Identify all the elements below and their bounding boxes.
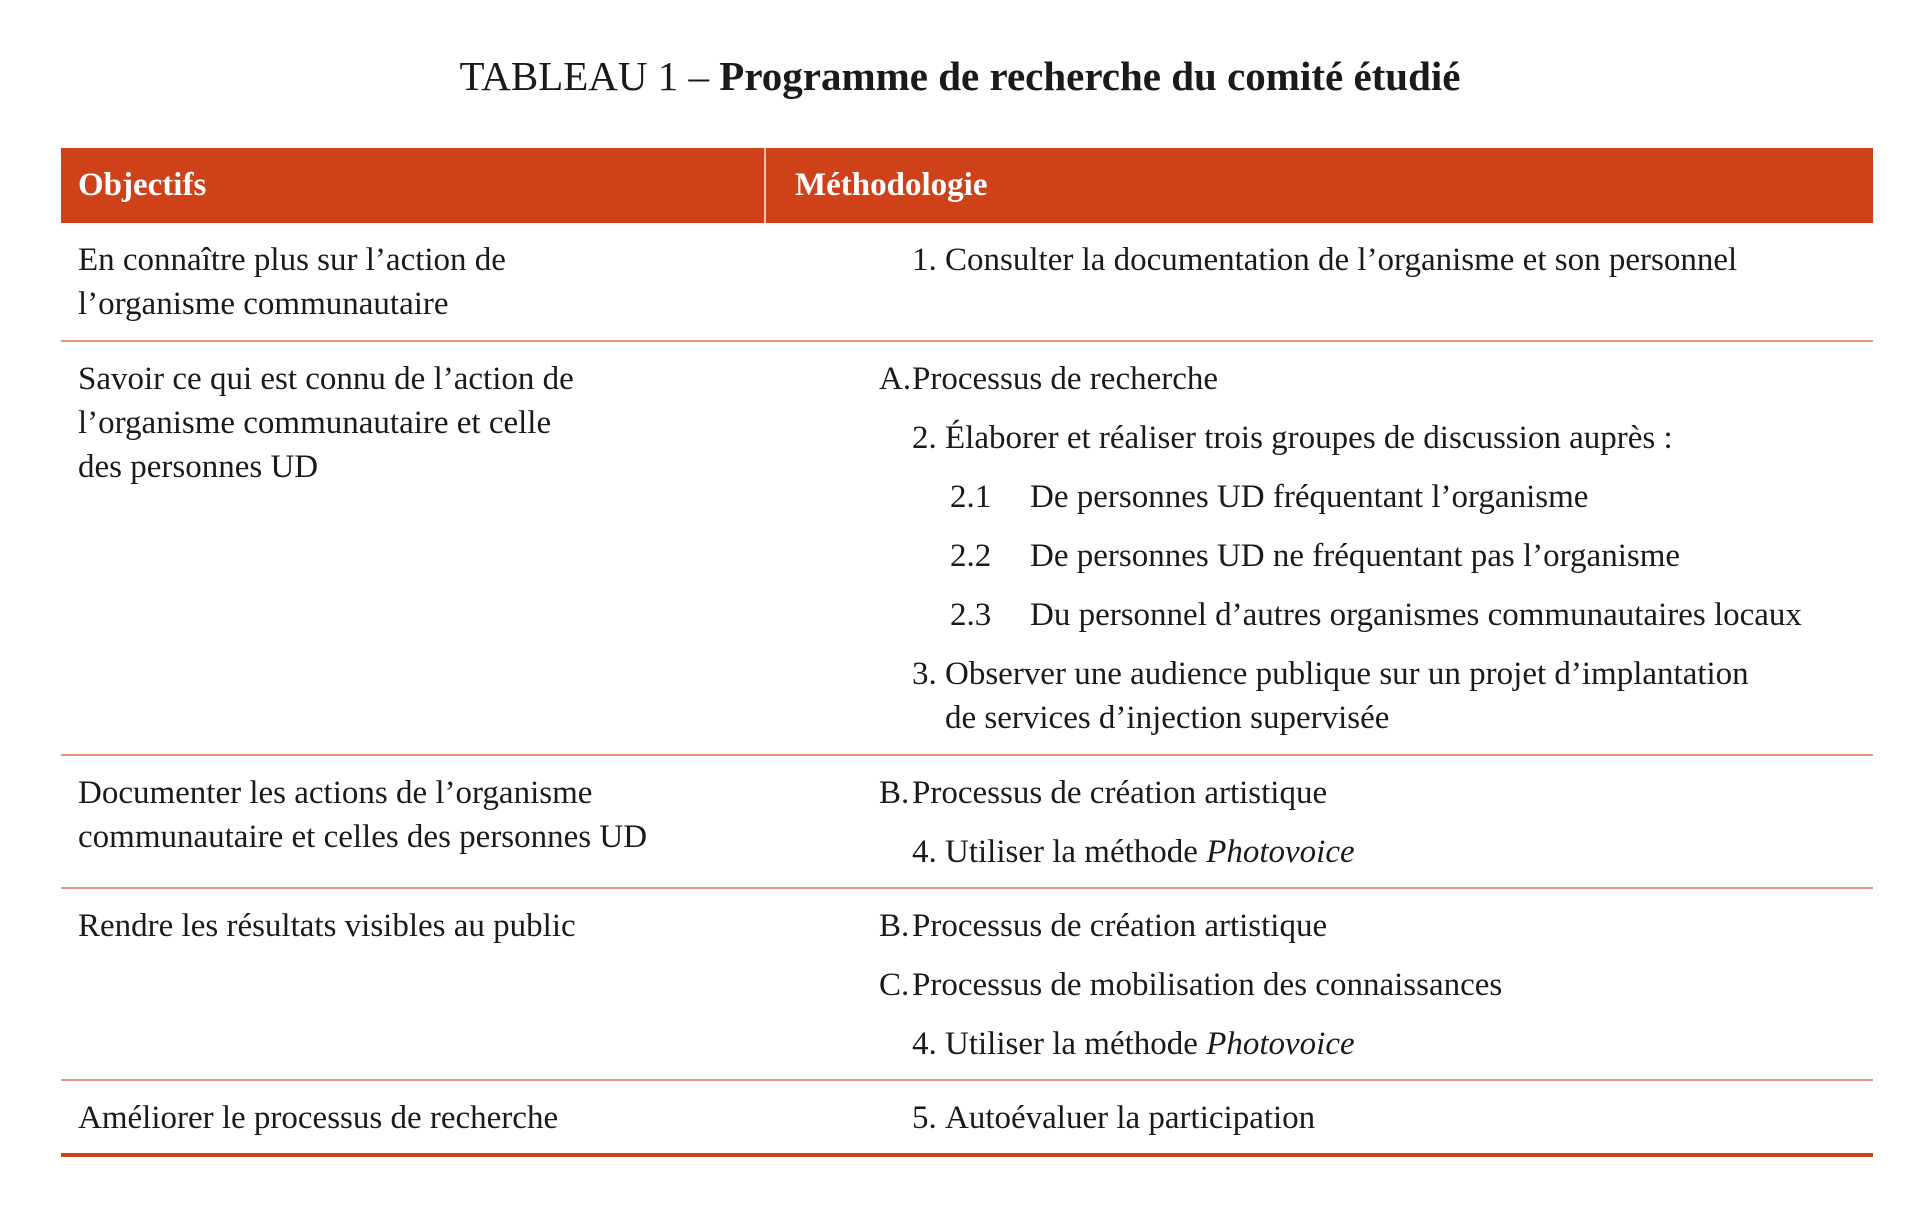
- item-number: 4.: [912, 1026, 937, 1062]
- table-row: [61, 1081, 1873, 1157]
- section-label: B.: [879, 775, 910, 811]
- item-text: Observer une audience publique sur un projet d’implantation: [945, 656, 1749, 692]
- item-text: Élaborer et réaliser trois groupes de discussion auprès :: [945, 420, 1673, 456]
- header-methodologie: Méthodologie: [795, 167, 988, 203]
- subitem-number: 2.1: [950, 479, 992, 515]
- item-text: Consulter la documentation de l’organisme et son personnel: [945, 242, 1738, 278]
- subitem-text: De personnes UD ne fréquentant pas l’organisme: [1030, 538, 1681, 574]
- methodologie-cell: [766, 889, 1873, 1079]
- header-objectifs: Objectifs: [61, 148, 766, 223]
- item-number: 2.: [912, 420, 937, 456]
- objectif-cell: [61, 889, 766, 1079]
- objectif-cell: [61, 1081, 766, 1153]
- item-text-plain: Utiliser la méthode: [945, 834, 1207, 870]
- subitem-text: Du personnel d’autres organismes communautaires locaux: [1030, 597, 1802, 633]
- item-text: [945, 830, 1355, 874]
- objectif-cell: [61, 756, 766, 887]
- objectif-line: l’organisme communautaire et celle: [78, 405, 552, 441]
- item-text-continued: de services d’injection supervisée: [945, 700, 1390, 736]
- subitem-number: 2.2: [950, 538, 992, 574]
- photovoice-term: Photovoice: [1206, 1026, 1355, 1062]
- objectif-line: l’organisme communautaire: [78, 286, 449, 322]
- objectif-line: Améliorer le processus de recherche: [78, 1100, 559, 1136]
- table-row: [61, 223, 1873, 342]
- item-number: 3.: [912, 656, 937, 692]
- item-text: [945, 1022, 1355, 1066]
- objectif-cell: [61, 223, 766, 340]
- objectif-line: Rendre les résultats visibles au public: [78, 908, 576, 944]
- table-row: [61, 889, 1873, 1081]
- section-text: Processus de création artistique: [912, 908, 1328, 944]
- objectif-cell: [61, 342, 766, 754]
- table-row: [61, 756, 1873, 889]
- section-text: Processus de recherche: [912, 361, 1219, 397]
- item-number: 1.: [912, 242, 937, 278]
- objectif-line: des personnes UD: [78, 449, 319, 485]
- subitem-text: De personnes UD fréquentant l’organisme: [1030, 479, 1589, 515]
- objectif-line: En connaître plus sur l’action de: [78, 242, 506, 278]
- subitem-number: 2.3: [950, 597, 992, 633]
- photovoice-term: Photovoice: [1206, 834, 1355, 870]
- section-label: B.: [879, 908, 910, 944]
- section-text: Processus de création artistique: [912, 775, 1328, 811]
- objectif-line: Savoir ce qui est connu de l’action de: [78, 361, 574, 397]
- table-title: [0, 46, 1920, 106]
- table-title-main: Programme de recherche du comité étudié: [719, 53, 1461, 99]
- table-row: [61, 342, 1873, 756]
- item-number: 4.: [912, 834, 937, 870]
- objectif-line: Documenter les actions de l’organisme: [78, 775, 593, 811]
- objectif-line: communautaire et celles des personnes UD: [78, 819, 648, 855]
- section-text: Processus de mobilisation des connaissances: [912, 967, 1503, 1003]
- item-number: 5.: [912, 1100, 937, 1136]
- methodologie-cell: [766, 756, 1873, 887]
- methodologie-cell: [766, 223, 1873, 340]
- section-label: A.: [879, 361, 912, 397]
- item-text-plain: Utiliser la méthode: [945, 1026, 1207, 1062]
- methodologie-cell: [766, 1081, 1873, 1153]
- table-header: [61, 148, 1873, 223]
- research-program-table: [61, 148, 1873, 1157]
- methodologie-cell: [766, 342, 1873, 754]
- table-title-prefix: TABLEAU 1 –: [459, 53, 720, 99]
- section-label: C.: [879, 967, 910, 1003]
- item-text: Autoévaluer la participation: [945, 1100, 1316, 1136]
